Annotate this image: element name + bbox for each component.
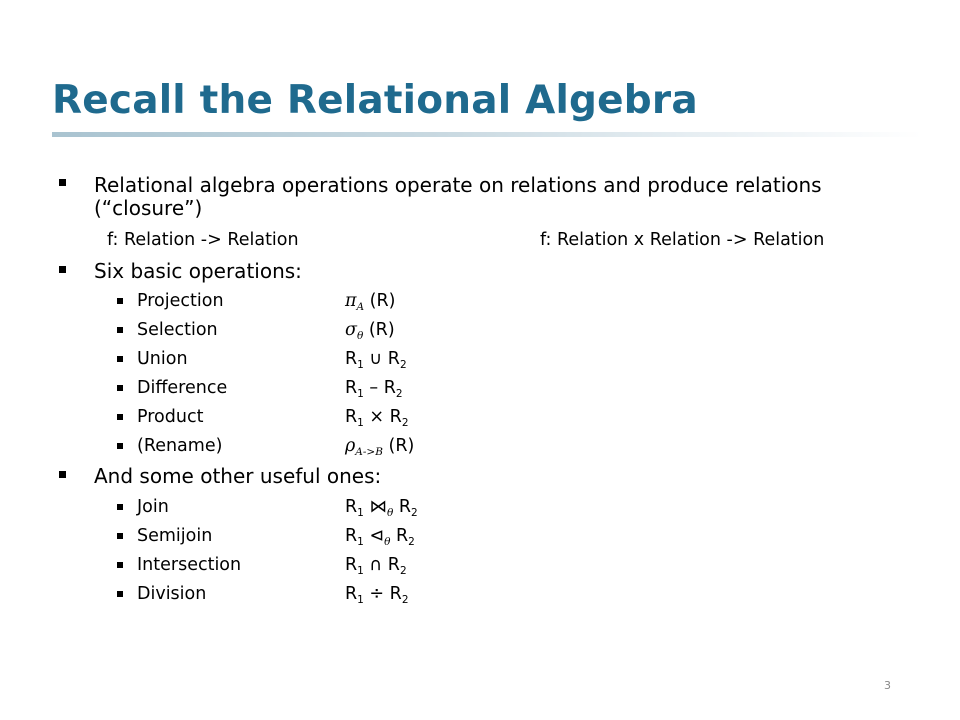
bullet-square bbox=[59, 471, 66, 478]
basic-heading: Six basic operations: bbox=[94, 259, 302, 283]
bullet-square bbox=[117, 327, 123, 333]
op-name-difference: Difference bbox=[137, 378, 228, 398]
op-name-division: Division bbox=[137, 584, 207, 604]
op-notation-selection: $\sigma_\theta$ (R) bbox=[345, 320, 395, 342]
other-heading: And some other useful ones: bbox=[94, 464, 382, 488]
op-name-join: Join bbox=[137, 497, 169, 517]
op-notation-union: $R_1$ ∪ $R_2$ bbox=[345, 349, 407, 371]
bullet-square bbox=[59, 179, 66, 186]
op-name-selection: Selection bbox=[137, 320, 218, 340]
op-name-projection: Projection bbox=[137, 291, 224, 311]
op-notation-rename: $\rho_{A->B}$ (R) bbox=[345, 436, 415, 458]
bullet-square bbox=[117, 443, 123, 449]
op-name-product: Product bbox=[137, 407, 204, 427]
op-name-semijoin: Semijoin bbox=[137, 526, 213, 546]
op-name-intersection: Intersection bbox=[137, 555, 242, 575]
op-notation-intersection: $R_1$ ∩ $R_2$ bbox=[345, 555, 407, 577]
bullet-square bbox=[117, 414, 123, 420]
bullet-square bbox=[117, 385, 123, 391]
op-notation-product: $R_1 \times R_2$ bbox=[345, 407, 409, 429]
op-name-rename: (Rename) bbox=[137, 436, 223, 456]
signature-unary: f: Relation -> Relation bbox=[107, 230, 299, 250]
op-name-union: Union bbox=[137, 349, 188, 369]
bullet-square bbox=[117, 504, 123, 510]
bullet-square bbox=[117, 533, 123, 539]
op-notation-join: $R_1$ $⋈_\theta$ $R_2$ bbox=[345, 497, 418, 519]
bullet-square bbox=[117, 562, 123, 568]
page-number: 3 bbox=[884, 679, 891, 692]
op-notation-division: $R_1 \div R_2$ bbox=[345, 584, 409, 606]
op-notation-semijoin: $R_1$ $⊲_\theta$ $R_2$ bbox=[345, 526, 415, 548]
slide-title: Recall the Relational Algebra bbox=[52, 78, 698, 123]
title-underline bbox=[52, 132, 922, 137]
intro-line-2: (“closure”) bbox=[94, 196, 203, 220]
intro-line-1: Relational algebra operations operate on relations and produce relations bbox=[94, 173, 822, 197]
bullet-square bbox=[59, 266, 66, 273]
bullet-square bbox=[117, 356, 123, 362]
op-notation-projection: $\pi_A$ (R) bbox=[345, 291, 396, 313]
bullet-square bbox=[117, 591, 123, 597]
op-notation-difference: $R_1 - R_2$ bbox=[345, 378, 403, 400]
signature-binary: f: Relation x Relation -> Relation bbox=[540, 230, 825, 250]
bullet-square bbox=[117, 298, 123, 304]
